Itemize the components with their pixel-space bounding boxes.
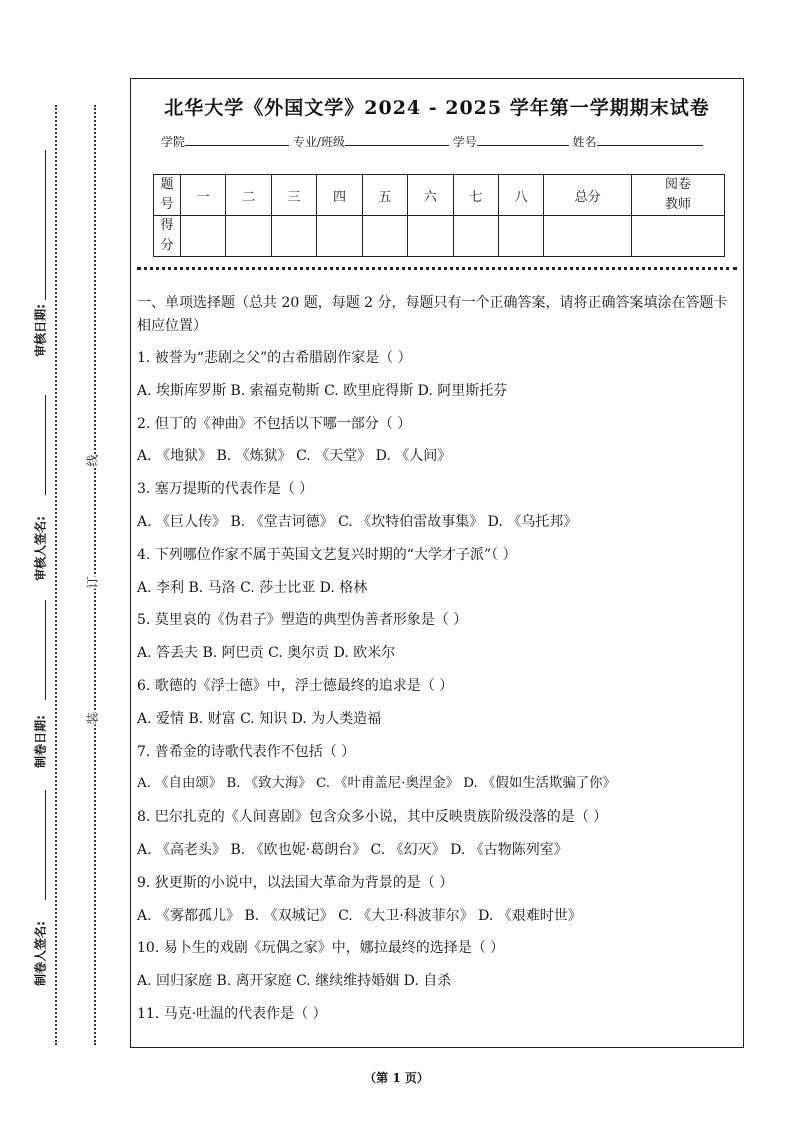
question-line: 1. 被誉为“悲剧之父”的古希腊剧作家是（ ）: [137, 350, 412, 366]
question-line: 7. 普希金的诗歌代表作不包括（ ）: [137, 743, 356, 760]
make-date-label: 制卷日期:: [33, 715, 48, 768]
options-line: A. 《高老头》 B. 《欧也妮·葛朗台》 C. 《幻灭》 D. 《古物陈列室》: [137, 841, 568, 858]
question-line: 3. 塞万提斯的代表作是（ ）: [137, 481, 314, 498]
row-label-score: 得 分: [154, 216, 181, 257]
college-blank[interactable]: [185, 133, 289, 146]
college-label: 学院: [161, 135, 186, 149]
score-cell[interactable]: [181, 216, 226, 257]
col-header: 七: [453, 175, 498, 216]
score-cell[interactable]: [453, 216, 498, 257]
col-header: 三: [271, 175, 316, 216]
section-heading: 一、单项选择题（总共 20 题，每题 2 分，每题只有一个正确答案，请将正确答案填涂在答题卡相应位置）: [137, 295, 728, 334]
question-line: 5. 莫里哀的《伪君子》塑造的典型伪善者形象是（ ）: [137, 612, 468, 629]
cut-mark-ding: 订: [82, 576, 103, 588]
major-blank[interactable]: [345, 133, 449, 146]
options-line: A. 答丢夫 B. 阿巴贡 C. 奥尔贡 D. 欧米尔: [137, 645, 396, 662]
score-table-header-row: [154, 175, 725, 216]
col-header: 二: [226, 175, 271, 216]
score-cell[interactable]: [498, 216, 543, 257]
options-line: A. 《巨人传》 B. 《堂吉诃德》 C. 《坎特伯雷故事集》 D. 《乌托邦》: [137, 513, 578, 530]
row-label-question-no: 题 号: [154, 175, 181, 216]
maker-sign-label: 制卷人签名:: [33, 921, 48, 986]
cut-mark-line: 线: [82, 454, 103, 466]
question-content: [137, 292, 737, 1031]
student-id-label: 学号: [452, 135, 477, 149]
col-header: 八: [498, 175, 543, 216]
options-line: A. 《雾都孤儿》 B. 《双城记》 C. 《大卫·科波菲尔》 D. 《艰难时世》: [137, 907, 582, 924]
review-date-label: 审核日期:: [33, 304, 48, 357]
question-line: 10. 易卜生的戏剧《玩偶之家》中，娜拉最终的选择是（ ）: [137, 940, 505, 957]
col-header: 一: [181, 175, 226, 216]
options-line: A. 李利 B. 马洛 C. 莎士比亚 D. 格林: [137, 579, 368, 596]
col-header: 六: [408, 175, 453, 216]
student-id-blank[interactable]: [477, 133, 569, 146]
options-line: A. 回归家庭 B. 离开家庭 C. 继续维持婚姻 D. 自杀: [137, 973, 452, 990]
options-line: A. 《自由颂》 B. 《致大海》 C. 《叶甫盖尼·奥涅金》 D. 《假如生活欺骗了你》: [137, 776, 616, 792]
col-header-total: 总分: [544, 175, 632, 216]
score-cell[interactable]: [362, 216, 407, 257]
options-line: A. 埃斯库罗斯 B. 索福克勒斯 C. 欧里庇得斯 D. 阿里斯托芬: [137, 382, 508, 399]
score-cell[interactable]: [271, 216, 316, 257]
exam-page-frame: [130, 78, 744, 1048]
binding-dotted-line-right: [94, 105, 96, 1045]
question-line: 11. 马克·吐温的代表作是（ ）: [137, 1005, 327, 1022]
col-header-reviewer: 阅卷 教师: [632, 175, 725, 216]
name-blank[interactable]: [597, 133, 703, 146]
question-line: 8. 巴尔扎克的《人间喜剧》包含众多小说，其中反映贵族阶级没落的是（ ）: [137, 809, 608, 826]
reviewer-sign-field: [45, 395, 46, 495]
name-label: 姓名: [572, 135, 597, 149]
cut-mark-zhuang: 装: [82, 712, 103, 724]
score-cell-total[interactable]: [544, 216, 632, 257]
question-line: 4. 下列哪位作家不属于英国文艺复兴时期的“大学才子派”（ ）: [137, 546, 517, 563]
score-cell-reviewer[interactable]: [632, 216, 725, 257]
make-date-field: [45, 600, 46, 700]
major-label: 专业/班级: [292, 135, 345, 149]
section-divider: [137, 267, 737, 270]
score-cell[interactable]: [226, 216, 271, 257]
question-line: 2. 但丁的《神曲》不包括以下哪一部分（ ）: [137, 415, 412, 432]
exam-title: 北华大学《外国文学》2024 - 2025 学年第一学期期末试卷: [164, 97, 710, 119]
score-cell[interactable]: [408, 216, 453, 257]
col-header: 四: [317, 175, 362, 216]
col-header: 五: [362, 175, 407, 216]
page-number: （第 1 页）: [364, 1071, 429, 1085]
review-date-field: [45, 150, 46, 300]
binding-dotted-line-left: [55, 105, 57, 1045]
options-line: A. 《地狱》 B. 《炼狱》 C. 《天堂》 D. 《人间》: [137, 448, 452, 465]
question-line: 6. 歌德的《浮士德》中，浮士德最终的追求是（ ）: [137, 677, 454, 694]
question-line: 9. 狄更斯的小说中，以法国大革命为背景的是（ ）: [137, 874, 454, 891]
options-line: A. 爱情 B. 财富 C. 知识 D. 为人类造福: [137, 710, 382, 727]
maker-sign-field: [45, 790, 46, 900]
score-table: [153, 174, 725, 257]
reviewer-sign-label: 审核人签名:: [33, 516, 48, 581]
score-table-score-row: [154, 216, 725, 257]
score-cell[interactable]: [317, 216, 362, 257]
student-info-row: [161, 133, 703, 150]
